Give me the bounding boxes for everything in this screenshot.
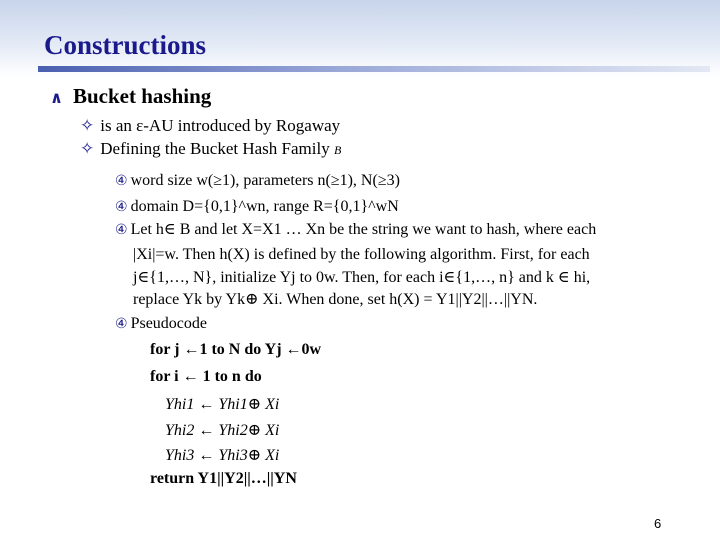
code-line-for-j: for j ←1 to N do Yj ←0w [150, 341, 322, 358]
circled-bullet-icon: ④ [115, 317, 128, 332]
bullet-text: Bucket hashing [73, 84, 212, 108]
circled-bullet-icon: ④ [115, 200, 128, 215]
item-let [115, 219, 596, 239]
item-let-cont-2: j∈{1,…, N}, initialize Yj to 0w. Then, for each i∈{1,…, n} and k ∈ hi, [133, 269, 591, 286]
code-line-yh2: Yhi2 ← Yhi2⊕ Xi [165, 422, 280, 439]
code-line-for-i: for i ← 1 to n do [150, 368, 262, 385]
page-number: 6 [654, 516, 662, 531]
item-word-size [115, 172, 400, 190]
circled-bullet-icon: ④ [115, 223, 128, 238]
bullet-bucket-hashing [50, 84, 211, 109]
star-bullet-icon: ✧ [80, 139, 95, 158]
arch-bullet-icon: ∧ [50, 90, 63, 107]
item-let-cont-3: replace Yk by Yk⊕ Xi. When done, set h(X) = Y1||Y2||…||YN. [133, 291, 538, 308]
code-line-yh1: Yhi1 ← Yhi1⊕ Xi [165, 396, 280, 413]
bullet-defining-family [80, 139, 341, 159]
item-domain [115, 198, 399, 216]
circled-bullet-icon: ④ [115, 174, 128, 189]
item-text: domain D={0,1}^wn, range R={0,1}^wN [130, 198, 399, 215]
title-underline [38, 66, 710, 72]
item-let-cont-1: |Xi|=w. Then h(X) is defined by the following algorithm. First, for each [133, 246, 590, 263]
code-line-return: return Y1||Y2||…||YN [150, 470, 297, 487]
bullet-eps-au [80, 116, 340, 136]
bullet-text: Defining the Bucket Hash Family [100, 139, 334, 158]
item-text: Pseudocode [130, 315, 207, 332]
item-text: Let h∈ B and let X=X1 … Xn be the string we want to hash, where each [130, 221, 597, 238]
item-pseudocode [115, 315, 207, 333]
family-symbol: B [333, 143, 342, 157]
item-text: word size w(≥1), parameters n(≥1), N(≥3) [130, 172, 400, 189]
slide-title: Constructions [44, 30, 207, 60]
bullet-text: is an ε-AU introduced by Rogaway [100, 116, 341, 135]
star-bullet-icon: ✧ [80, 116, 95, 135]
code-line-yh3: Yhi3 ← Yhi3⊕ Xi [165, 447, 280, 464]
